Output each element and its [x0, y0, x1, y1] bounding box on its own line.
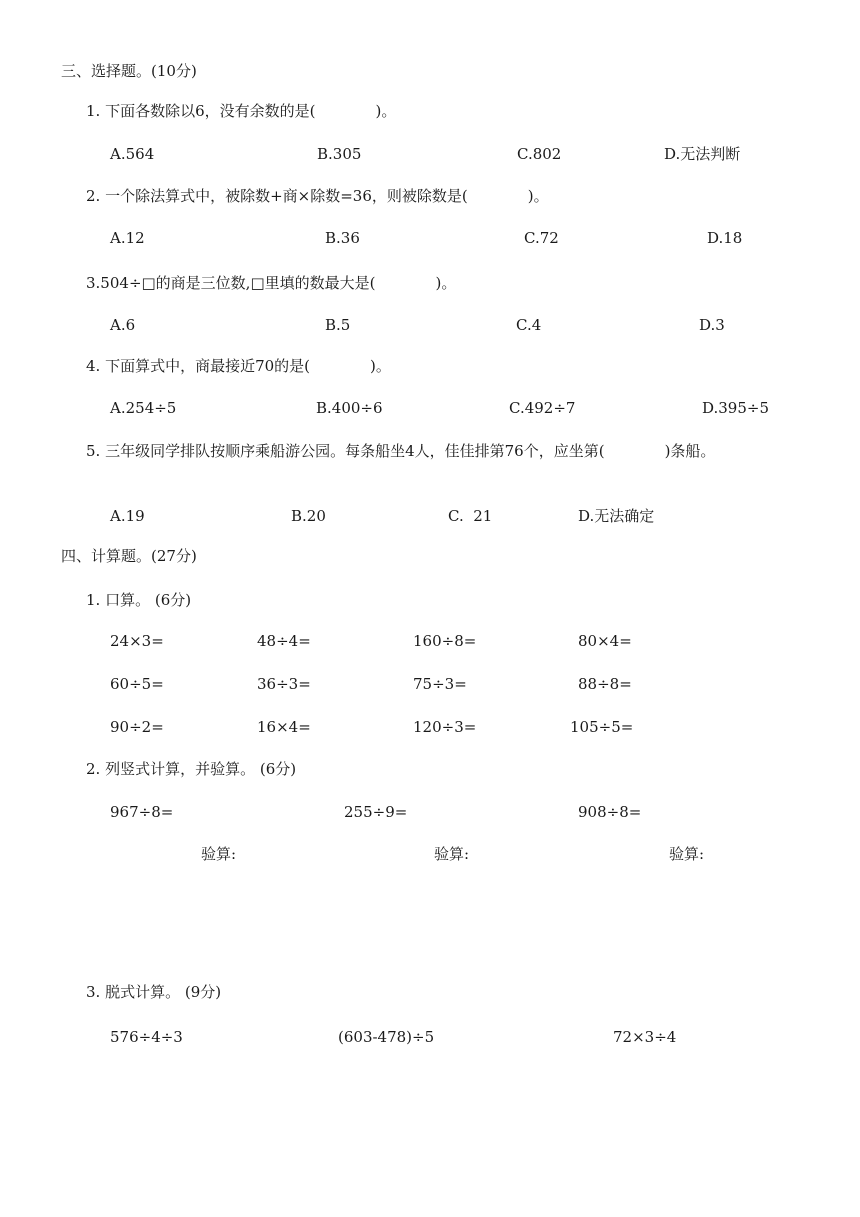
question-1-option-a: A.564	[110, 145, 155, 163]
vertical-problem: 255÷9=	[344, 803, 408, 821]
question-4-option-b: B.400÷6	[316, 399, 383, 417]
oral-item: 24×3=	[110, 632, 164, 650]
question-2-stem: 2. 一个除法算式中，被除数+商×除数=36，则被除数是( )。	[86, 187, 549, 205]
question-4-option-c: C.492÷7	[509, 399, 576, 417]
check-label: 验算:	[434, 845, 470, 863]
section3-heading: 三、选择题。(10分)	[61, 62, 197, 80]
question-2-option-b: B.36	[325, 229, 360, 247]
question-1-option-d: D.无法判断	[664, 145, 741, 163]
check-label: 验算:	[201, 845, 237, 863]
vertical-problem: 908÷8=	[578, 803, 642, 821]
vertical-problem: 967÷8=	[110, 803, 174, 821]
question-5-stem: 5. 三年级同学排队按顺序乘船游公园。每条船坐4人，佳佳排第76个，应坐第( )条船。	[86, 442, 716, 460]
question-4-option-d: D.395÷5	[702, 399, 770, 417]
oral-item: 120÷3=	[413, 718, 477, 736]
oral-item: 36÷3=	[257, 675, 311, 693]
question-1-option-c: C.802	[517, 145, 562, 163]
oral-item: 105÷5=	[570, 718, 634, 736]
vertical-calc-title: 2. 列竖式计算，并验算。 (6分)	[86, 760, 297, 778]
question-3-option-d: D.3	[699, 316, 725, 334]
question-5-option-a: A.19	[110, 507, 145, 525]
question-4-option-a: A.254÷5	[110, 399, 177, 417]
question-2-option-d: D.18	[707, 229, 743, 247]
question-5-option-c: C. 21	[448, 507, 493, 525]
oral-item: 88÷8=	[578, 675, 632, 693]
stepwise-calc-title: 3. 脱式计算。 (9分)	[86, 983, 222, 1001]
oral-item: 80×4=	[578, 632, 632, 650]
section4-heading: 四、计算题。(27分)	[61, 547, 197, 565]
question-3-option-b: B.5	[325, 316, 351, 334]
question-2-option-c: C.72	[524, 229, 559, 247]
stepwise-problem: (603-478)÷5	[338, 1028, 435, 1046]
question-4-stem: 4. 下面算式中，商最接近70的是( )。	[86, 357, 391, 375]
oral-calc-title: 1. 口算。 (6分)	[86, 591, 192, 609]
question-2-option-a: A.12	[110, 229, 145, 247]
oral-item: 160÷8=	[413, 632, 477, 650]
oral-item: 75÷3=	[413, 675, 467, 693]
check-label: 验算:	[669, 845, 705, 863]
question-1-option-b: B.305	[317, 145, 362, 163]
question-1-stem: 1. 下面各数除以6，没有余数的是( )。	[86, 102, 397, 120]
oral-item: 48÷4=	[257, 632, 311, 650]
question-5-option-d: D.无法确定	[578, 507, 655, 525]
question-3-option-a: A.6	[110, 316, 136, 334]
oral-item: 16×4=	[257, 718, 311, 736]
oral-item: 60÷5=	[110, 675, 164, 693]
stepwise-problem: 576÷4÷3	[110, 1028, 183, 1046]
question-5-option-b: B.20	[291, 507, 326, 525]
oral-item: 90÷2=	[110, 718, 164, 736]
question-3-stem: 3.504÷□的商是三位数,□里填的数最大是( )。	[86, 274, 457, 292]
stepwise-problem: 72×3÷4	[613, 1028, 677, 1046]
question-3-option-c: C.4	[516, 316, 542, 334]
